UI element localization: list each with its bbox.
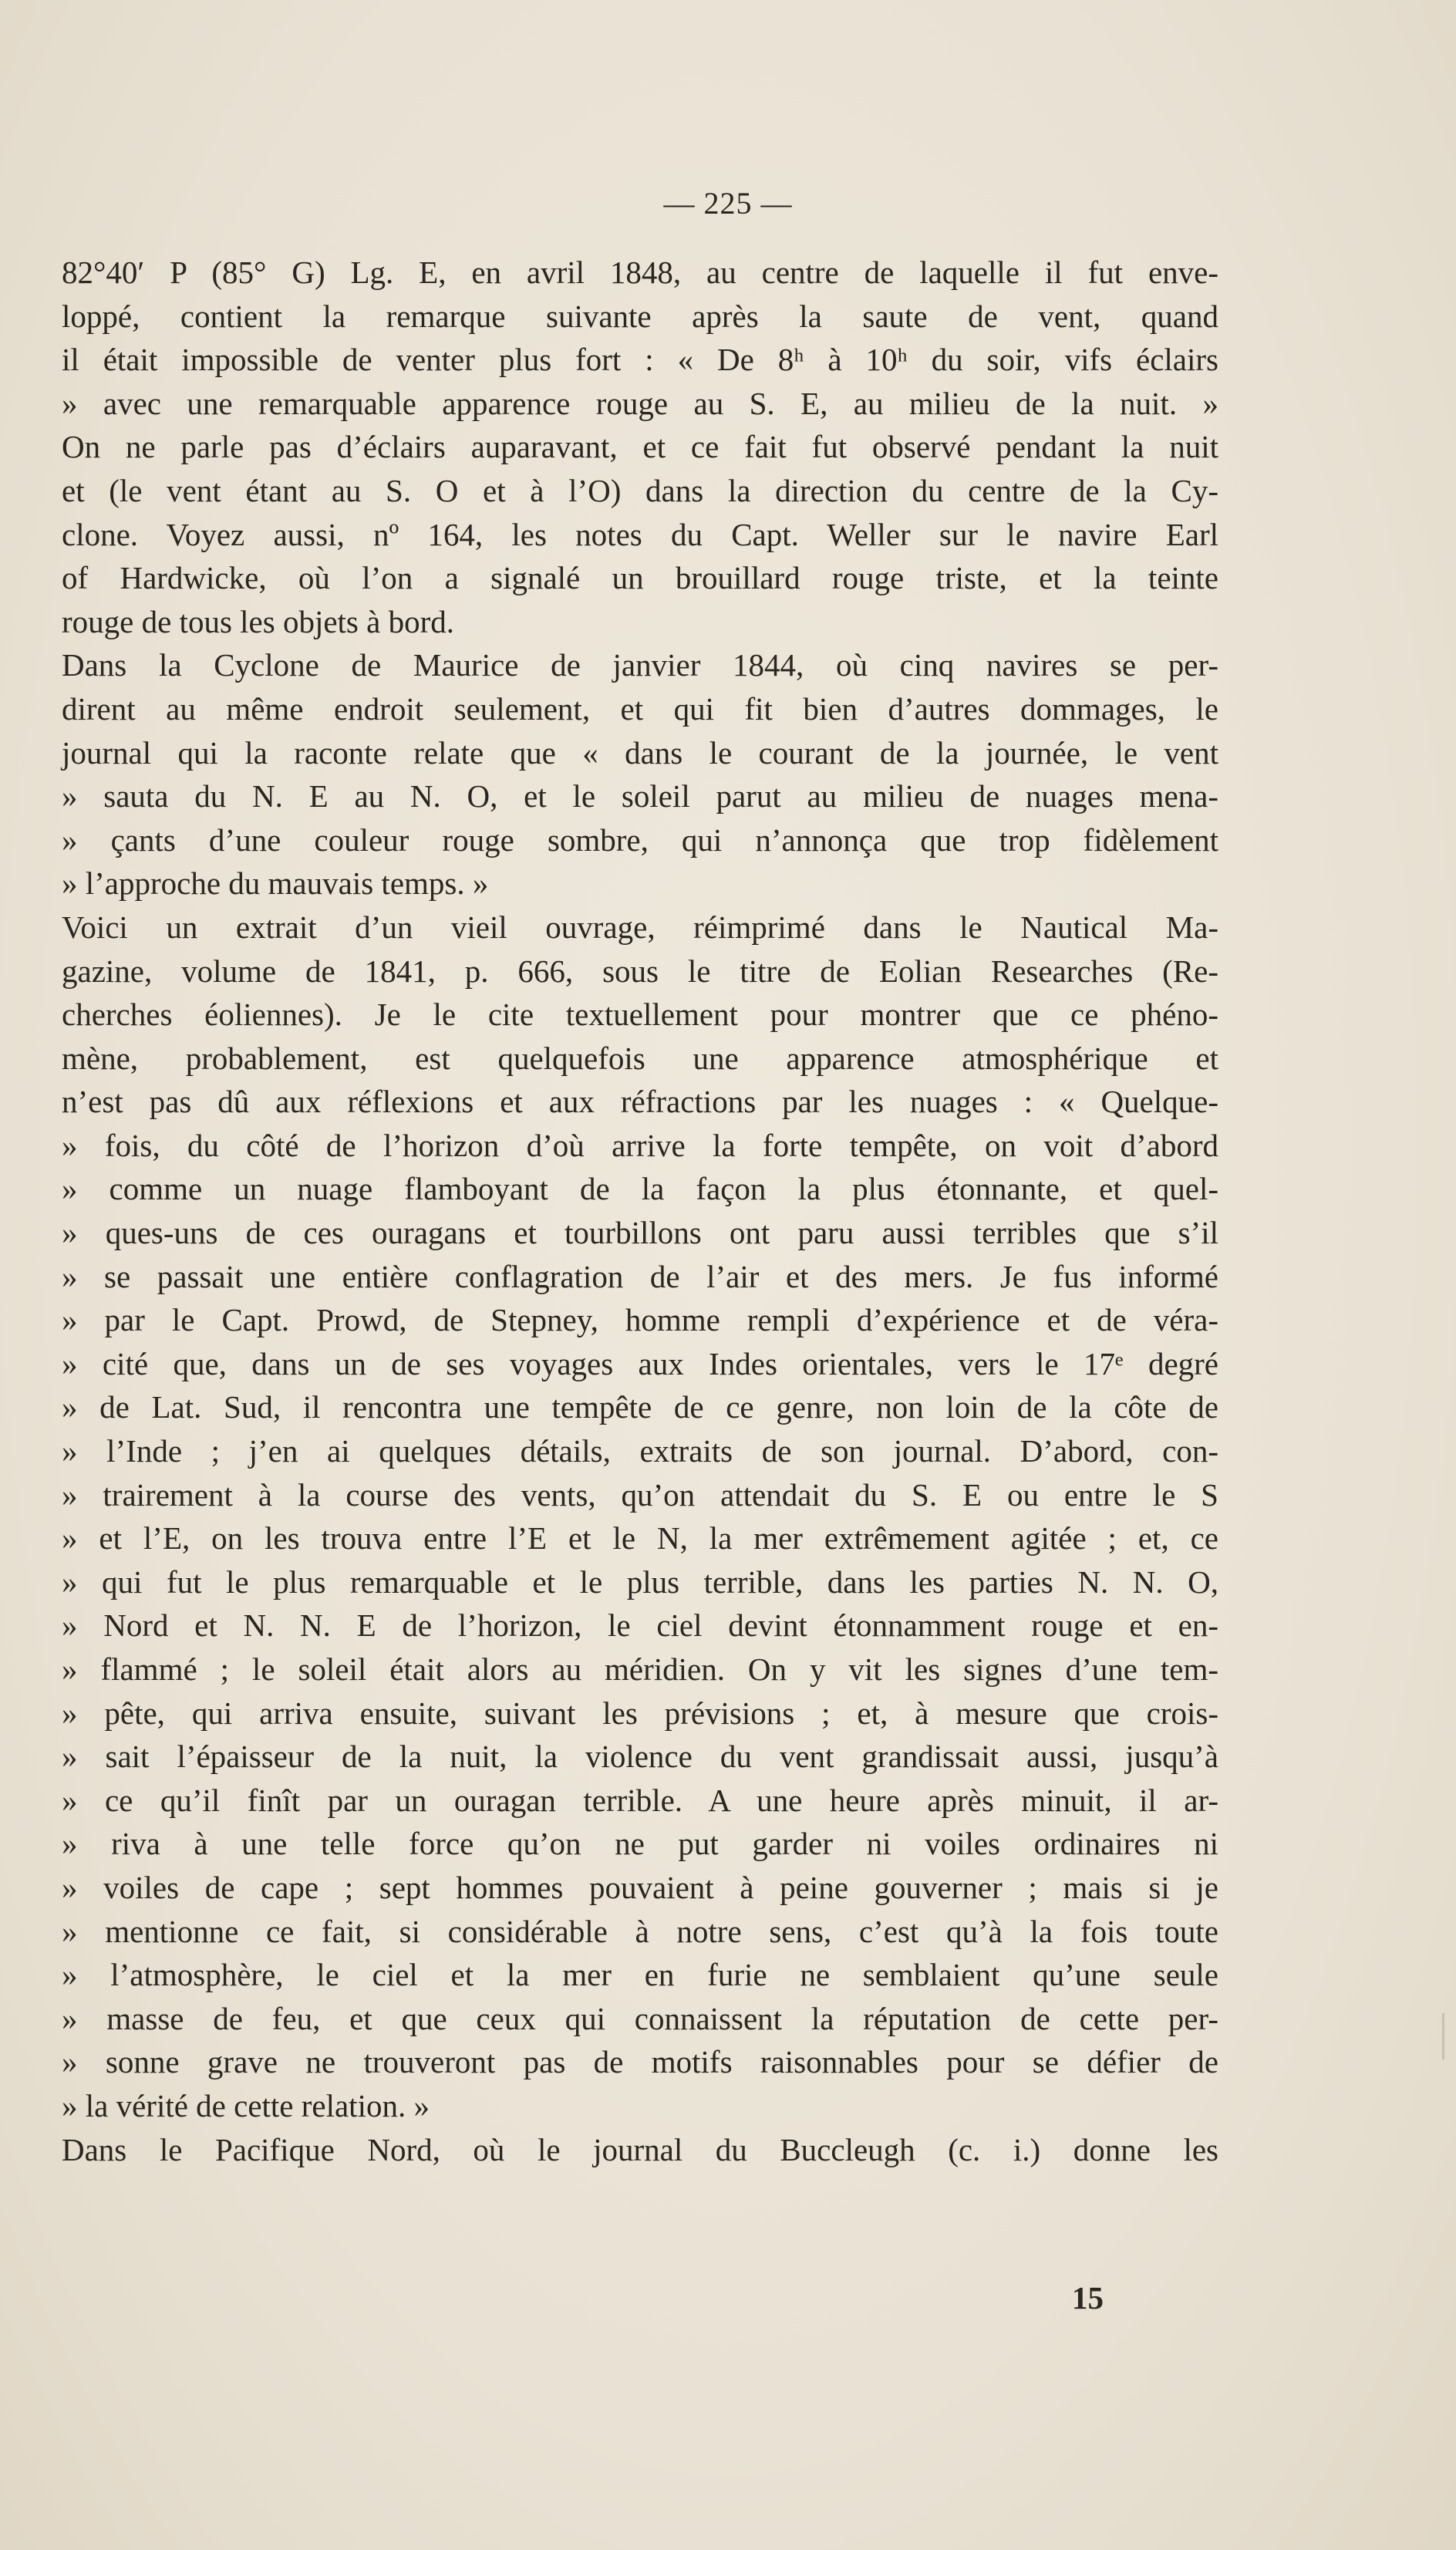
text-line: cherches éoliennes). Je le cite textuellement pour montrer que ce phéno-: [62, 997, 1218, 1033]
text-line: » flammé ; le soleil était alors au méridien. On y vit les signes d’une tem-: [62, 1651, 1218, 1687]
text-line: » et l’E, on les trouva entre l’E et le N, la mer extrêmement agitée ; et, ce: [62, 1520, 1218, 1557]
text-line: Voici un extrait d’un vieil ouvrage, réimprimé dans le Nautical Ma-: [62, 909, 1218, 945]
text-line: gazine, volume de 1841, p. 666, sous le titre de Eolian Researches (Re-: [62, 953, 1218, 989]
text-line: » cité que, dans un de ses voyages aux Indes orientales, vers le 17ᵉ degré: [62, 1345, 1218, 1381]
text-line: » l’atmosphère, le ciel et la mer en furie ne semblaient qu’une seule: [62, 1957, 1218, 1993]
text-line: clone. Voyez aussi, nº 164, les notes du Capt. Weller sur le navire Earl: [62, 516, 1218, 552]
page-number: — 225 —: [663, 186, 793, 221]
text-line: » masse de feu, et que ceux qui connaissent la réputation de cette per-: [62, 2000, 1218, 2036]
text-line: » Nord et N. N. E de l’horizon, le ciel devint étonnamment rouge et en-: [62, 1607, 1218, 1644]
signature-mark: 15: [1072, 2280, 1104, 2316]
text-line: n’est pas dû aux réflexions et aux réfractions par les nuages : « Quelque-: [62, 1084, 1218, 1120]
text-line: » la vérité de cette relation. »: [62, 2087, 430, 2123]
text-line: » trairement à la course des vents, qu’on attendait du S. E ou entre le S: [62, 1476, 1218, 1513]
text-line: journal qui la raconte relate que « dans le courant de la journée, le vent: [62, 734, 1218, 771]
text-line: On ne parle pas d’éclairs auparavant, et ce fait fut observé pendant la nuit: [62, 429, 1218, 465]
text-line: » ce qu’il finît par un ouragan terrible. A une heure après minuit, il ar-: [62, 1782, 1218, 1818]
text-line: et (le vent étant au S. O et à l’O) dans la direction du centre de la Cy-: [62, 472, 1218, 508]
text-line: loppé, contient la remarque suivante après la saute de vent, quand: [62, 298, 1218, 334]
text-line: » l’Inde ; j’en ai quelques détails, extraits de son journal. D’abord, con-: [62, 1433, 1218, 1469]
text-line: » avec une remarquable apparence rouge au S. E, au milieu de la nuit. »: [62, 385, 1218, 421]
text-line: Dans la Cyclone de Maurice de janvier 1844, où cinq navires se per-: [62, 647, 1218, 683]
text-line: 82°40′ P (85° G) Lg. E, en avril 1848, au centre de laquelle il fut enve-: [62, 255, 1218, 290]
body-text: [62, 251, 1218, 2171]
text-line: » sonne grave ne trouveront pas de motifs raisonnables pour se défier de: [62, 2044, 1218, 2080]
text-line: » l’approche du mauvais temps. »: [62, 865, 489, 902]
text-line: » qui fut le plus remarquable et le plus terrible, dans les parties N. N. O,: [62, 1563, 1218, 1600]
margin-mark: [1442, 2013, 1444, 2059]
text-line: of Hardwicke, où l’on a signalé un brouillard rouge triste, et la teinte: [62, 560, 1218, 596]
text-line: » voiles de cape ; sept hommes pouvaient à peine gouverner ; mais si je: [62, 1869, 1218, 1905]
text-line: » riva à une telle force qu’on ne put garder ni voiles ordinaires ni: [62, 1826, 1218, 1862]
text-line: » se passait une entière conflagration de l’air et des mers. Je fus informé: [62, 1258, 1218, 1294]
text-line: mène, probablement, est quelquefois une apparence atmosphérique et: [62, 1040, 1218, 1076]
text-line: rouge de tous les objets à bord.: [62, 603, 454, 639]
text-line: » çants d’une couleur rouge sombre, qui n’annonça que trop fidèlement: [62, 821, 1218, 858]
text-line: » de Lat. Sud, il rencontra une tempête de ce genre, non loin de la côte de: [62, 1389, 1218, 1425]
text-line: » sait l’épaisseur de la nuit, la violence du vent grandissait aussi, jusqu’à: [62, 1739, 1218, 1775]
text-line: » comme un nuage flamboyant de la façon la plus étonnante, et quel-: [62, 1171, 1218, 1207]
text-line: » ques-uns de ces ouragans et tourbillons ont paru aussi terribles que s’il: [62, 1215, 1218, 1251]
text-line: il était impossible de venter plus fort : « De 8ʰ à 10ʰ du soir, vifs éclairs: [62, 342, 1218, 378]
text-line: » par le Capt. Prowd, de Stepney, homme rempli d’expérience et de véra-: [62, 1302, 1218, 1338]
text-line: dirent au même endroit seulement, et qui fit bien d’autres dommages, le: [62, 690, 1218, 727]
text-line: » pête, qui arriva ensuite, suivant les prévisions ; et, à mesure que crois-: [62, 1695, 1218, 1731]
text-line: » mentionne ce fait, si considérable à notre sens, c’est qu’à la fois toute: [62, 1913, 1218, 1949]
text-line: » fois, du côté de l’horizon d’où arrive la forte tempête, on voit d’abord: [62, 1127, 1218, 1163]
text-line: Dans le Pacifique Nord, où le journal du Buccleugh (c. i.) donne les: [62, 2131, 1218, 2167]
text-line: » sauta du N. E au N. O, et le soleil parut au milieu de nuages mena-: [62, 778, 1218, 815]
